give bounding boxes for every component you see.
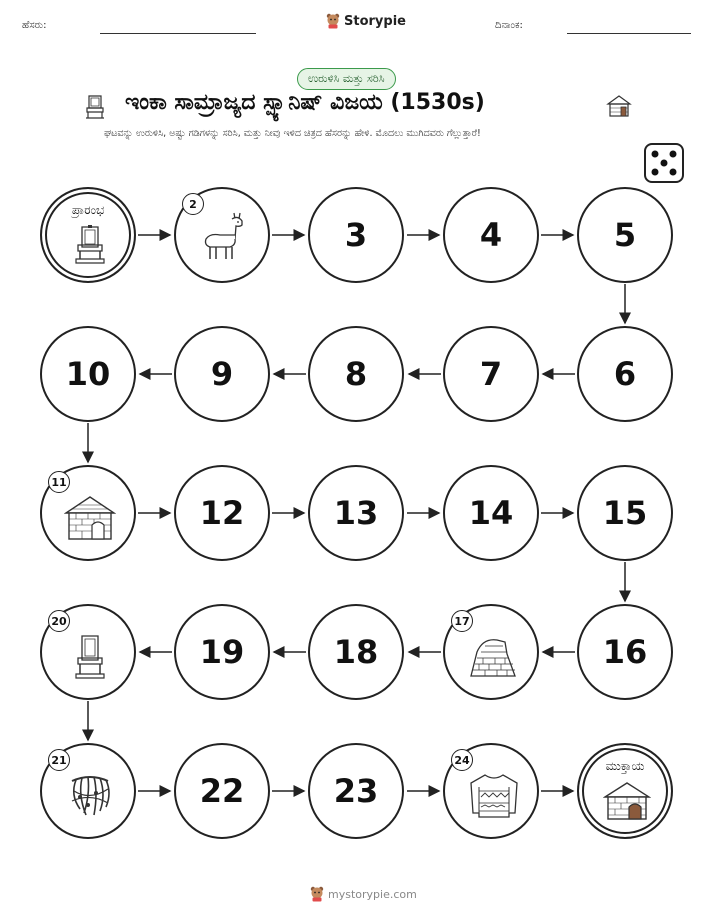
space-number: 12 [199,494,245,532]
space-8[interactable] [308,326,404,422]
space-5[interactable] [577,187,673,283]
space-number: 15 [602,494,648,532]
instructions: ಘಟವನ್ನು ಉರುಳಿಸಿ, ಅಷ್ಟು ಗಡಿಗಳನ್ನು ಸರಿಸಿ, ಮತ್ತು ನೀವು ಇಳಿದ ಚಿತ್ರದ ಹೆಸರನ್ನು ಹೇಳಿ. ಮೊದಲು ಮುಗಿದವರು ಗೆಲ್ಲುತ್ತಾರೆ! [104,128,481,139]
space-start[interactable] [40,187,136,283]
space-number: 10 [65,355,111,393]
space-number: 14 [468,494,514,532]
space-7[interactable] [443,326,539,422]
space-14[interactable] [443,465,539,561]
space-badge: 20 [48,610,70,632]
space-21[interactable] [40,743,136,839]
space-13[interactable] [308,465,404,561]
space-number: 19 [199,633,245,671]
space-badge: 17 [451,610,473,632]
space-number: 9 [210,355,234,393]
space-badge: 24 [451,749,473,771]
space-18[interactable] [308,604,404,700]
space-number: 3 [344,216,368,254]
space-15[interactable] [577,465,673,561]
roll-and-move-pill: ಉರುಳಿಸಿ ಮತ್ತು ಸರಿಸಿ [297,68,396,90]
space-24[interactable] [443,743,539,839]
space-9[interactable] [174,326,270,422]
stone-house-icon [64,495,116,541]
space-22[interactable] [174,743,270,839]
name-label: ಹೆಸರು: [22,20,47,31]
date-label: ದಿನಾಂಕ: [495,20,523,31]
space-number: 4 [479,216,503,254]
space-2[interactable] [174,187,270,283]
brand-name: Storypie [344,13,406,29]
stone-wall-icon [467,634,519,678]
space-number: 6 [613,355,637,393]
stone-house-icon [603,781,651,821]
space-19[interactable] [174,604,270,700]
llama-icon [200,211,248,263]
space-badge: 21 [48,749,70,771]
space-number: 7 [479,355,503,393]
space-17[interactable] [443,604,539,700]
space-20[interactable] [40,604,136,700]
space-number: 22 [199,772,245,810]
space-6[interactable] [577,326,673,422]
page-title: ಇಂಕಾ ಸಾಮ್ರಾಜ್ಯದ ಸ್ಪ್ಯಾನಿಷ್ ವಿಜಯ (1530s) [125,90,485,115]
footer-url[interactable]: mystorypie.com [328,887,417,901]
space-finish[interactable] [577,743,673,839]
space-number: 8 [344,355,368,393]
finish-label: ಮುಕ್ತಾಯ [605,759,645,773]
bear-logo-icon [310,886,324,902]
quipu-knots-icon [66,771,114,819]
space-number: 5 [613,216,637,254]
space-4[interactable] [443,187,539,283]
space-number: 23 [333,772,379,810]
start-label: ಪ್ರಾರಂಭ [71,203,105,217]
space-16[interactable] [577,604,673,700]
space-10[interactable] [40,326,136,422]
space-11[interactable] [40,465,136,561]
space-23[interactable] [308,743,404,839]
space-number: 16 [602,633,648,671]
footer-brand [310,886,417,902]
throne-icon [74,225,106,265]
space-number: 18 [333,633,379,671]
space-number: 13 [333,494,379,532]
space-12[interactable] [174,465,270,561]
sweater-icon [467,773,521,819]
space-3[interactable] [308,187,404,283]
space-badge: 11 [48,471,70,493]
throne-icon [74,634,106,680]
space-badge: 2 [182,193,204,215]
